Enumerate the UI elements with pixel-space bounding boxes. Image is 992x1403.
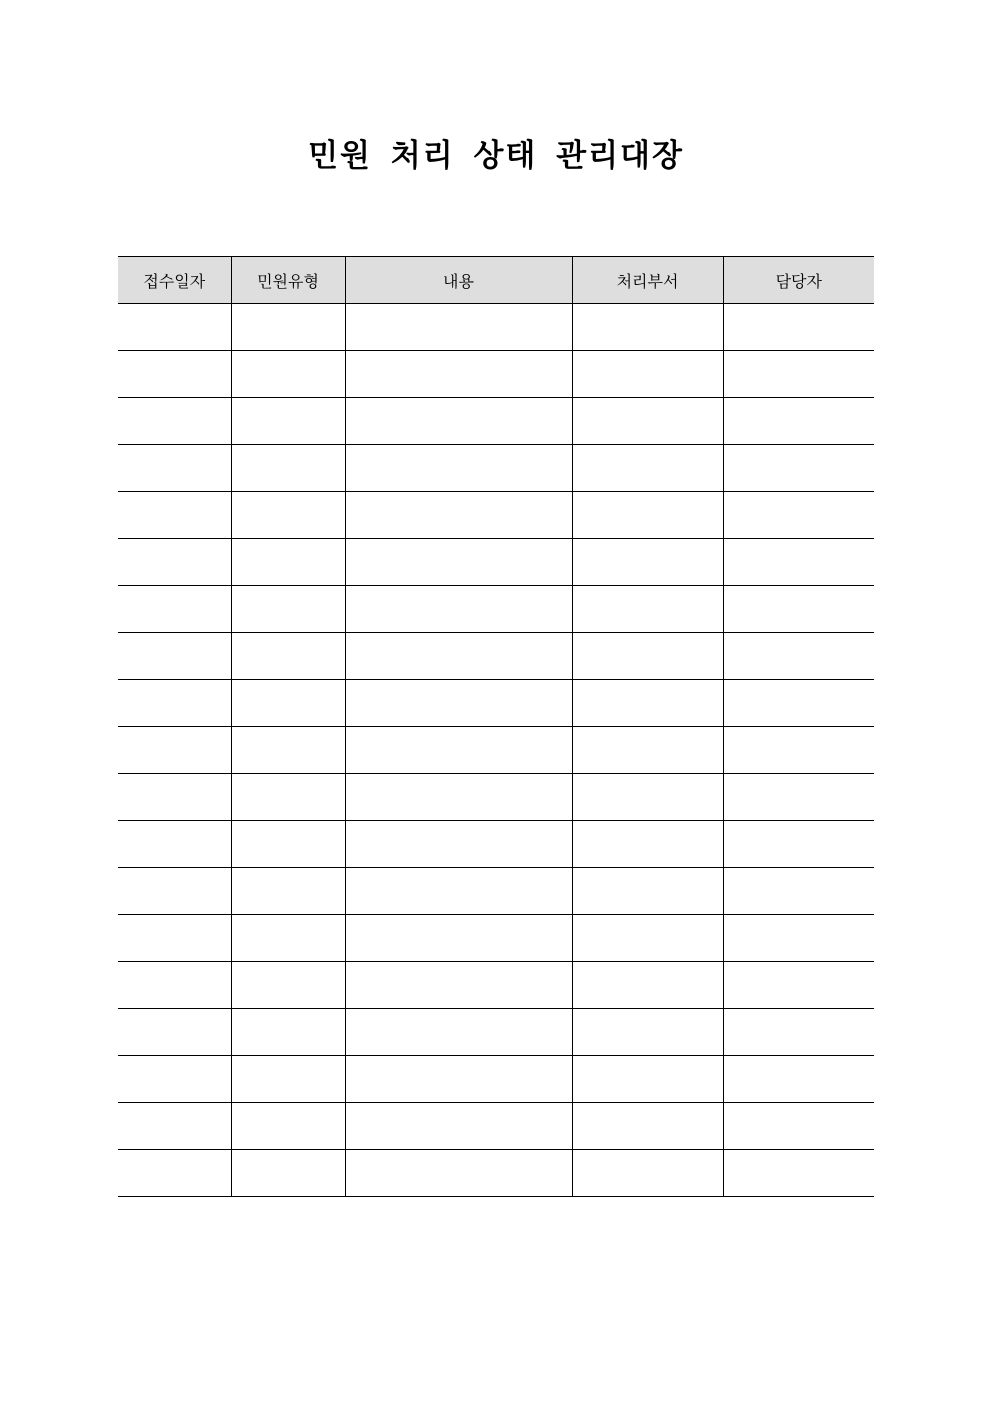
table-body: [118, 304, 874, 1197]
table-row: [118, 680, 874, 727]
complaint-type-cell[interactable]: [231, 398, 345, 445]
table-row: [118, 1056, 874, 1103]
column-header-department: 처리부서: [572, 257, 723, 304]
complaint-type-cell[interactable]: [231, 774, 345, 821]
receipt-date-cell[interactable]: [118, 351, 231, 398]
receipt-date-cell[interactable]: [118, 633, 231, 680]
complaint-type-cell[interactable]: [231, 351, 345, 398]
content-cell[interactable]: [345, 962, 572, 1009]
content-cell[interactable]: [345, 1103, 572, 1150]
column-header-receipt-date: 접수일자: [118, 257, 231, 304]
department-cell[interactable]: [572, 633, 723, 680]
department-cell[interactable]: [572, 962, 723, 1009]
complaint-type-cell[interactable]: [231, 680, 345, 727]
complaint-type-cell[interactable]: [231, 1150, 345, 1197]
department-cell[interactable]: [572, 1009, 723, 1056]
content-cell[interactable]: [345, 492, 572, 539]
person-in-charge-cell[interactable]: [723, 727, 874, 774]
department-cell[interactable]: [572, 398, 723, 445]
table-row: [118, 1009, 874, 1056]
department-cell[interactable]: [572, 774, 723, 821]
receipt-date-cell[interactable]: [118, 398, 231, 445]
receipt-date-cell[interactable]: [118, 680, 231, 727]
department-cell[interactable]: [572, 304, 723, 351]
department-cell[interactable]: [572, 1103, 723, 1150]
table-header-row: [118, 257, 874, 304]
department-cell[interactable]: [572, 586, 723, 633]
person-in-charge-cell[interactable]: [723, 398, 874, 445]
content-cell[interactable]: [345, 539, 572, 586]
person-in-charge-cell[interactable]: [723, 821, 874, 868]
receipt-date-cell[interactable]: [118, 962, 231, 1009]
person-in-charge-cell[interactable]: [723, 915, 874, 962]
department-cell[interactable]: [572, 351, 723, 398]
table-row: [118, 633, 874, 680]
person-in-charge-cell[interactable]: [723, 962, 874, 1009]
table-row: [118, 586, 874, 633]
complaint-type-cell[interactable]: [231, 821, 345, 868]
content-cell[interactable]: [345, 398, 572, 445]
department-cell[interactable]: [572, 492, 723, 539]
person-in-charge-cell[interactable]: [723, 1009, 874, 1056]
content-cell[interactable]: [345, 868, 572, 915]
complaint-type-cell[interactable]: [231, 727, 345, 774]
table-row: [118, 445, 874, 492]
content-cell[interactable]: [345, 1150, 572, 1197]
department-cell[interactable]: [572, 868, 723, 915]
receipt-date-cell[interactable]: [118, 1103, 231, 1150]
content-cell[interactable]: [345, 586, 572, 633]
complaint-type-cell[interactable]: [231, 962, 345, 1009]
column-header-content: 내용: [345, 257, 572, 304]
receipt-date-cell[interactable]: [118, 1056, 231, 1103]
content-cell[interactable]: [345, 727, 572, 774]
receipt-date-cell[interactable]: [118, 539, 231, 586]
table-row: [118, 774, 874, 821]
receipt-date-cell[interactable]: [118, 586, 231, 633]
table-row: [118, 398, 874, 445]
department-cell[interactable]: [572, 1056, 723, 1103]
table-row: [118, 868, 874, 915]
department-cell[interactable]: [572, 680, 723, 727]
content-cell[interactable]: [345, 774, 572, 821]
person-in-charge-cell[interactable]: [723, 304, 874, 351]
content-cell[interactable]: [345, 304, 572, 351]
complaint-type-cell[interactable]: [231, 539, 345, 586]
department-cell[interactable]: [572, 1150, 723, 1197]
receipt-date-cell[interactable]: [118, 821, 231, 868]
receipt-date-cell[interactable]: [118, 492, 231, 539]
complaint-type-cell[interactable]: [231, 304, 345, 351]
complaint-type-cell[interactable]: [231, 445, 345, 492]
receipt-date-cell[interactable]: [118, 445, 231, 492]
table-row: [118, 1150, 874, 1197]
complaint-type-cell[interactable]: [231, 492, 345, 539]
receipt-date-cell[interactable]: [118, 727, 231, 774]
department-cell[interactable]: [572, 539, 723, 586]
table-row: [118, 539, 874, 586]
person-in-charge-cell[interactable]: [723, 1150, 874, 1197]
receipt-date-cell[interactable]: [118, 774, 231, 821]
content-cell[interactable]: [345, 821, 572, 868]
person-in-charge-cell[interactable]: [723, 492, 874, 539]
table-row: [118, 1103, 874, 1150]
table-row: [118, 821, 874, 868]
table-row: [118, 962, 874, 1009]
complaint-ledger-table: [118, 256, 874, 1197]
person-in-charge-cell[interactable]: [723, 680, 874, 727]
content-cell[interactable]: [345, 915, 572, 962]
complaint-type-cell[interactable]: [231, 915, 345, 962]
receipt-date-cell[interactable]: [118, 1009, 231, 1056]
content-cell[interactable]: [345, 680, 572, 727]
table-row: [118, 351, 874, 398]
person-in-charge-cell[interactable]: [723, 586, 874, 633]
receipt-date-cell[interactable]: [118, 304, 231, 351]
department-cell[interactable]: [572, 727, 723, 774]
table-row: [118, 492, 874, 539]
receipt-date-cell[interactable]: [118, 915, 231, 962]
complaint-type-cell[interactable]: [231, 586, 345, 633]
column-header-person-in-charge: 담당자: [723, 257, 874, 304]
complaint-type-cell[interactable]: [231, 868, 345, 915]
person-in-charge-cell[interactable]: [723, 1103, 874, 1150]
content-cell[interactable]: [345, 351, 572, 398]
table-row: [118, 915, 874, 962]
content-cell[interactable]: [345, 445, 572, 492]
complaint-type-cell[interactable]: [231, 633, 345, 680]
receipt-date-cell[interactable]: [118, 868, 231, 915]
person-in-charge-cell[interactable]: [723, 445, 874, 492]
document-title: 민원 처리 상태 관리대장: [308, 138, 684, 174]
complaint-type-cell[interactable]: [231, 1009, 345, 1056]
complaint-type-cell[interactable]: [231, 1103, 345, 1150]
person-in-charge-cell[interactable]: [723, 539, 874, 586]
content-cell[interactable]: [345, 1056, 572, 1103]
department-cell[interactable]: [572, 821, 723, 868]
content-cell[interactable]: [345, 633, 572, 680]
content-cell[interactable]: [345, 1009, 572, 1056]
table-row: [118, 304, 874, 351]
person-in-charge-cell[interactable]: [723, 1056, 874, 1103]
complaint-type-cell[interactable]: [231, 1056, 345, 1103]
column-header-complaint-type: 민원유형: [231, 257, 345, 304]
receipt-date-cell[interactable]: [118, 1150, 231, 1197]
person-in-charge-cell[interactable]: [723, 868, 874, 915]
department-cell[interactable]: [572, 445, 723, 492]
table-row: [118, 727, 874, 774]
person-in-charge-cell[interactable]: [723, 351, 874, 398]
person-in-charge-cell[interactable]: [723, 633, 874, 680]
person-in-charge-cell[interactable]: [723, 774, 874, 821]
department-cell[interactable]: [572, 915, 723, 962]
